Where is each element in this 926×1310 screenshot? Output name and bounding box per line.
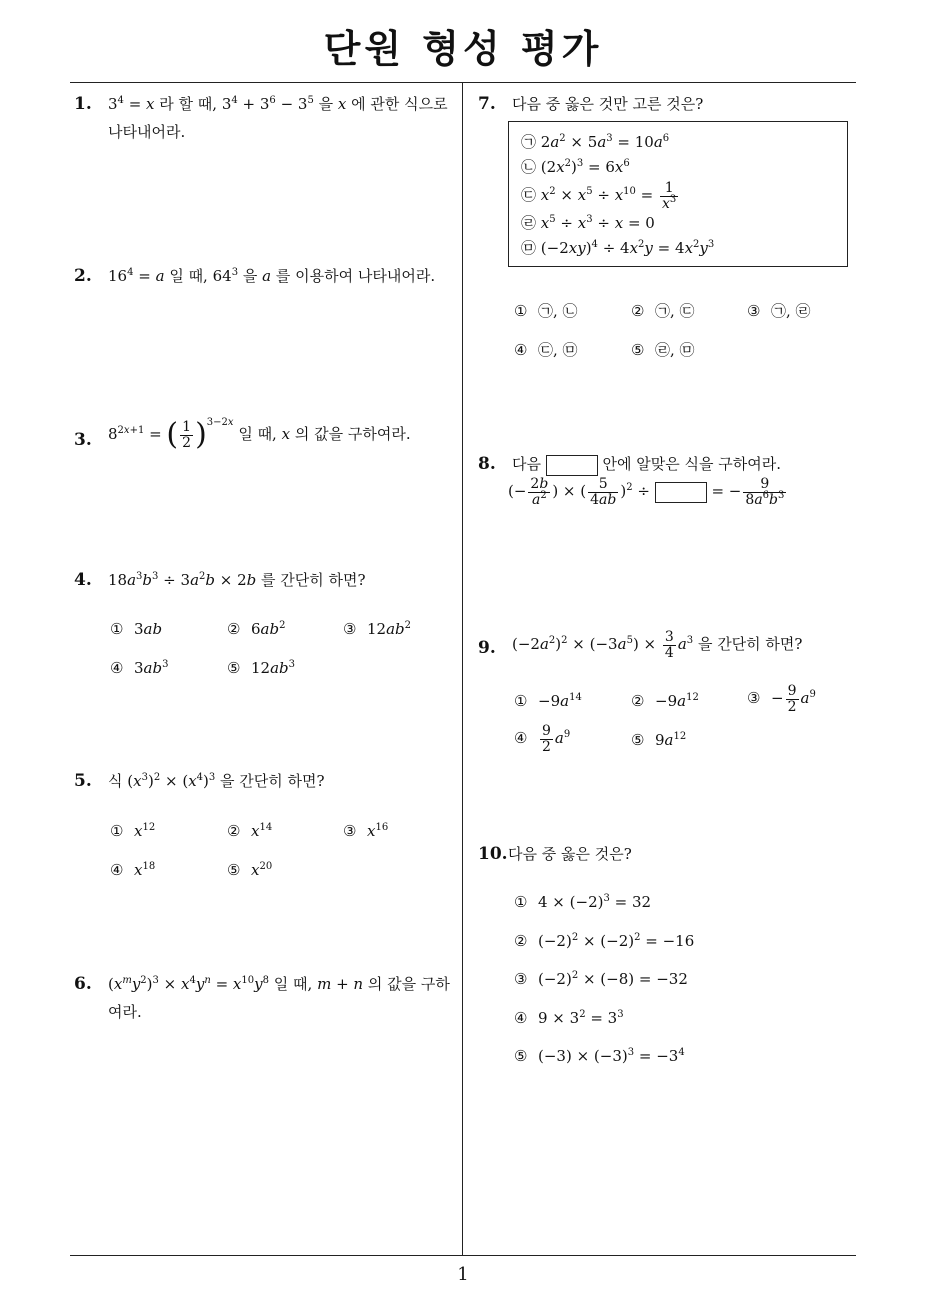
question-number: 2. <box>74 266 92 286</box>
question-text: 다음 중 옳은 것은? <box>508 845 632 863</box>
choice-item[interactable]: ④ ㉢, ㉤ <box>514 341 578 359</box>
choice-item[interactable]: ⑤ $(-3) \times (-3)^3 = -3^4$ <box>514 1047 685 1065</box>
question-number: 3. <box>74 430 92 450</box>
page-number: 1 <box>457 1264 469 1285</box>
choice-item[interactable]: ② $6ab^2$ <box>227 620 286 638</box>
choice-item[interactable]: ① $4 \times (-2)^3 = 32$ <box>514 893 652 911</box>
choice-item[interactable]: ② $(-2)^2 \times (-2)^2 = -16$ <box>514 932 695 950</box>
question-7 <box>478 90 848 118</box>
question-text: 식 $(x^3)^2 \times (x^4)^3$ 을 간단히 하면? <box>108 772 325 790</box>
choice-item[interactable]: ③ $x^{16}$ <box>343 822 389 840</box>
question-10 <box>478 840 848 868</box>
choice-item[interactable]: ④ $x^{18}$ <box>110 861 156 879</box>
question-number: 7. <box>478 94 496 114</box>
math-expr: $(x^3)^2 \times (x^4)^3$ <box>127 772 216 790</box>
question-text: $(-2a^2)^2 \times (-3a^5)$ × $\frac{3}{4}$ $a^3$ 을 간단히 하면? <box>512 628 803 661</box>
top-divider <box>70 82 856 83</box>
math-expr: x <box>337 95 347 113</box>
question-number: 4. <box>74 570 92 590</box>
math-expr: a <box>262 267 272 285</box>
question-8-equation: (− $\frac{2b}{a^2}$ ) × ( $\frac{5}{4ab}$ )$^2$ ÷ = − $\frac{9}{8a^6b^3}$ <box>508 475 785 508</box>
choice-item[interactable]: ③ − $\frac{9}{2}$ $a^9$ <box>747 683 816 715</box>
question-number: 10. <box>478 844 508 864</box>
choice-item[interactable]: ② $-9a^{12}$ <box>631 692 699 710</box>
question-text: $3^4 = x$ 라 할 때, $3^4 + 3^6 - 3^5$ 을 x 에 관한 식으로 나타내어라. <box>108 95 448 141</box>
choice-item[interactable]: ① ㉠, ㉡ <box>514 302 578 320</box>
math-expr: $(x^my^2)^3 \times x^4y^n = x^{10}y^8$ <box>108 975 269 993</box>
math-expr: $8^{2x+1}$ = ( $\frac{1}{2}$ )$^{3-2x}$ <box>108 417 234 452</box>
statement-item: ㉡ $(2x^2)^3 = 6x^6$ <box>521 158 630 176</box>
question-number: 6. <box>74 974 92 994</box>
question-number: 8. <box>478 454 496 474</box>
math-expr: $3^4 = x$ <box>108 95 155 113</box>
statement-item: ㉠ $2a^2 \times 5a^3 = 10a^6$ <box>521 133 670 151</box>
statement-box <box>508 121 848 267</box>
math-expr: $18a^3b^3 \div 3a^2b \times 2b$ <box>108 571 257 589</box>
question-text: $8^{2x+1}$ = ( $\frac{1}{2}$ )$^{3-2x}$ 일 때, x 의 값을 구하여라. <box>108 417 411 452</box>
question-number: 5. <box>74 771 92 791</box>
math-expr: $3^4 + 3^6 - 3^5$ <box>221 95 314 113</box>
question-6 <box>74 970 458 1026</box>
question-text: $(x^my^2)^3 \times x^4y^n = x^{10}y^8$ 일 때, m + n 의 값을 구하여라. <box>108 975 450 1021</box>
question-text: $16^4 = a$ 일 때, $64^3$ 을 a 를 이용하여 나타내어라. <box>108 267 436 285</box>
question-text: $18a^3b^3 \div 3a^2b \times 2b$ 를 간단히 하면? <box>108 571 366 589</box>
math-expr: m + n <box>317 975 364 993</box>
statement-item: ㉣ $x^5 \div x^3 \div x = 0$ <box>521 214 655 233</box>
choice-item[interactable]: ① $-9a^{14}$ <box>514 692 582 710</box>
choice-item[interactable]: ② ㉠, ㉢ <box>631 302 695 320</box>
math-expr: $16^4 = a$ <box>108 267 165 285</box>
choice-item[interactable]: ④ $\frac{9}{2}$ $a^9$ <box>514 723 571 755</box>
question-number: 9. <box>478 638 496 658</box>
math-expr: $64^3$ <box>212 267 239 285</box>
bottom-divider <box>70 1255 856 1256</box>
page-title: 단원 형성 평가 <box>323 27 603 71</box>
question-3 <box>74 414 458 455</box>
question-1 <box>74 90 458 146</box>
choice-item[interactable]: ③ $(-2)^2 \times (-8) = -32$ <box>514 970 688 988</box>
answer-blank[interactable] <box>546 455 598 476</box>
choice-item[interactable]: ① $x^{12}$ <box>110 822 156 840</box>
choice-item[interactable]: ④ $3ab^3$ <box>110 659 169 677</box>
choice-item[interactable]: ③ ㉠, ㉣ <box>747 302 811 320</box>
question-number: 1. <box>74 94 92 114</box>
math-expr: $(-2a^2)^2 \times (-3a^5)$ × $\frac{3}{4}$ $a^3$ <box>512 628 694 661</box>
question-text: 다음 중 옳은 것만 고른 것은? <box>512 95 704 113</box>
choice-item[interactable]: ④ $9 \times 3^2 = 3^3$ <box>514 1009 624 1027</box>
question-text: 다음 안에 알맞은 식을 구하여라. <box>512 450 848 478</box>
statement-item: ㉢ $x^2 \times x^5 \div x^{10}$ = $\frac{1}{x^3}$ <box>521 179 677 212</box>
math-expr: x <box>281 425 291 443</box>
choice-item[interactable]: ⑤ $x^{20}$ <box>227 861 273 879</box>
answer-blank[interactable] <box>655 482 707 503</box>
choice-item[interactable]: ② $x^{14}$ <box>227 822 273 840</box>
choice-item[interactable]: ⑤ $12ab^3$ <box>227 659 296 677</box>
question-5 <box>74 767 458 795</box>
question-4 <box>74 566 458 594</box>
choice-item[interactable]: ③ $12ab^2$ <box>343 620 412 638</box>
column-divider <box>462 83 463 1255</box>
question-9 <box>478 626 848 662</box>
question-2 <box>74 262 458 290</box>
statement-item: ㉤ $(-2xy)^4 \div 4x^2y = 4x^2y^3$ <box>521 239 715 258</box>
choice-item[interactable]: ⑤ ㉣, ㉤ <box>631 341 695 359</box>
choice-item[interactable]: ⑤ $9a^{12}$ <box>631 731 687 749</box>
choice-item[interactable]: ① 3ab <box>110 620 163 638</box>
